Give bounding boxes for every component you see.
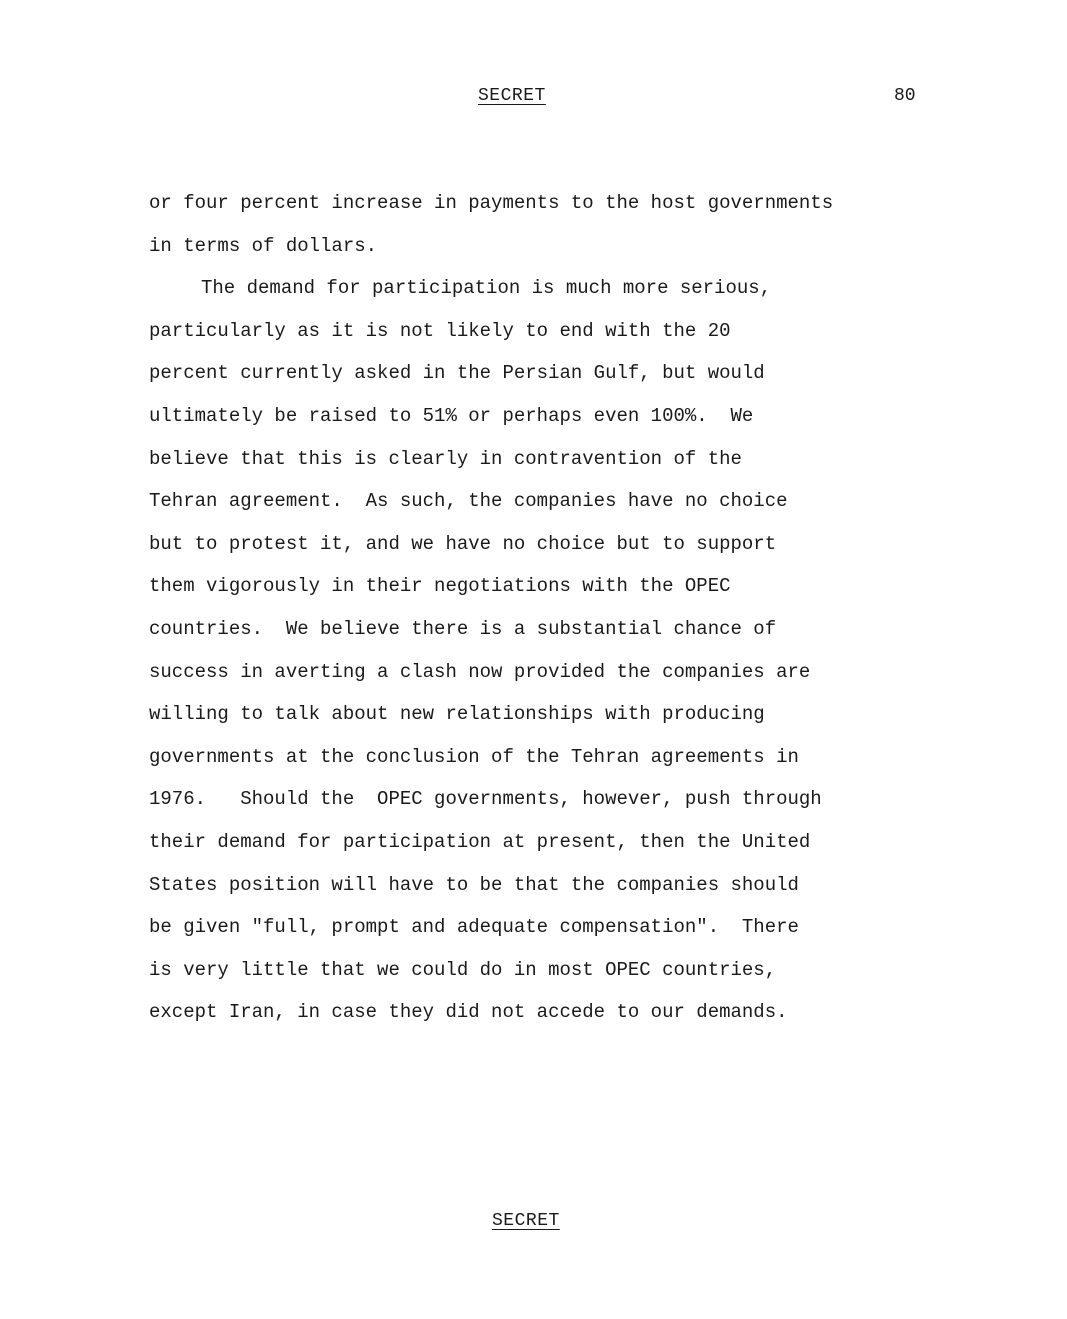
text-line: or four percent increase in payments to the host governments (149, 192, 834, 214)
text-line: governments at the conclusion of the Tehran agreements in (149, 745, 799, 768)
text-line: ultimately be raised to 51% or perhaps even 100%. We (149, 404, 754, 427)
text-line: success in averting a clash now provided the companies are (149, 660, 811, 683)
text-line: countries. We believe there is a substantial chance of (149, 617, 777, 640)
text-line: States position will have to be that the companies should (149, 873, 799, 896)
text-line: their demand for participation at present, then the United (149, 830, 811, 853)
text-line: willing to talk about new relationships with producing (149, 703, 765, 726)
text-line: them vigorously in their negotiations with the OPEC (149, 575, 731, 598)
text-line: percent currently asked in the Persian Gulf, but would (149, 362, 765, 385)
text-line: believe that this is clearly in contravention of the (149, 447, 742, 470)
text-line: The demand for participation is much more serious, (201, 277, 772, 300)
text-line: Tehran agreement. As such, the companies have no choice (149, 490, 788, 513)
header-classification-marking: SECRET (478, 86, 546, 106)
text-line: 1976. Should the OPEC governments, however, push through (149, 788, 822, 811)
body-text (149, 190, 929, 1042)
text-line: be given "full, prompt and adequate compensation". There (149, 916, 799, 939)
page-number: 80 (894, 86, 916, 106)
text-line: in terms of dollars. (149, 234, 378, 257)
text-line: is very little that we could do in most OPEC countries, (149, 958, 777, 981)
text-line: but to protest it, and we have no choice but to support (149, 532, 777, 555)
footer-classification-marking: SECRET (492, 1211, 560, 1231)
text-line: except Iran, in case they did not accede to our demands. (149, 1001, 788, 1024)
text-line: particularly as it is not likely to end with the 20 (149, 319, 731, 342)
